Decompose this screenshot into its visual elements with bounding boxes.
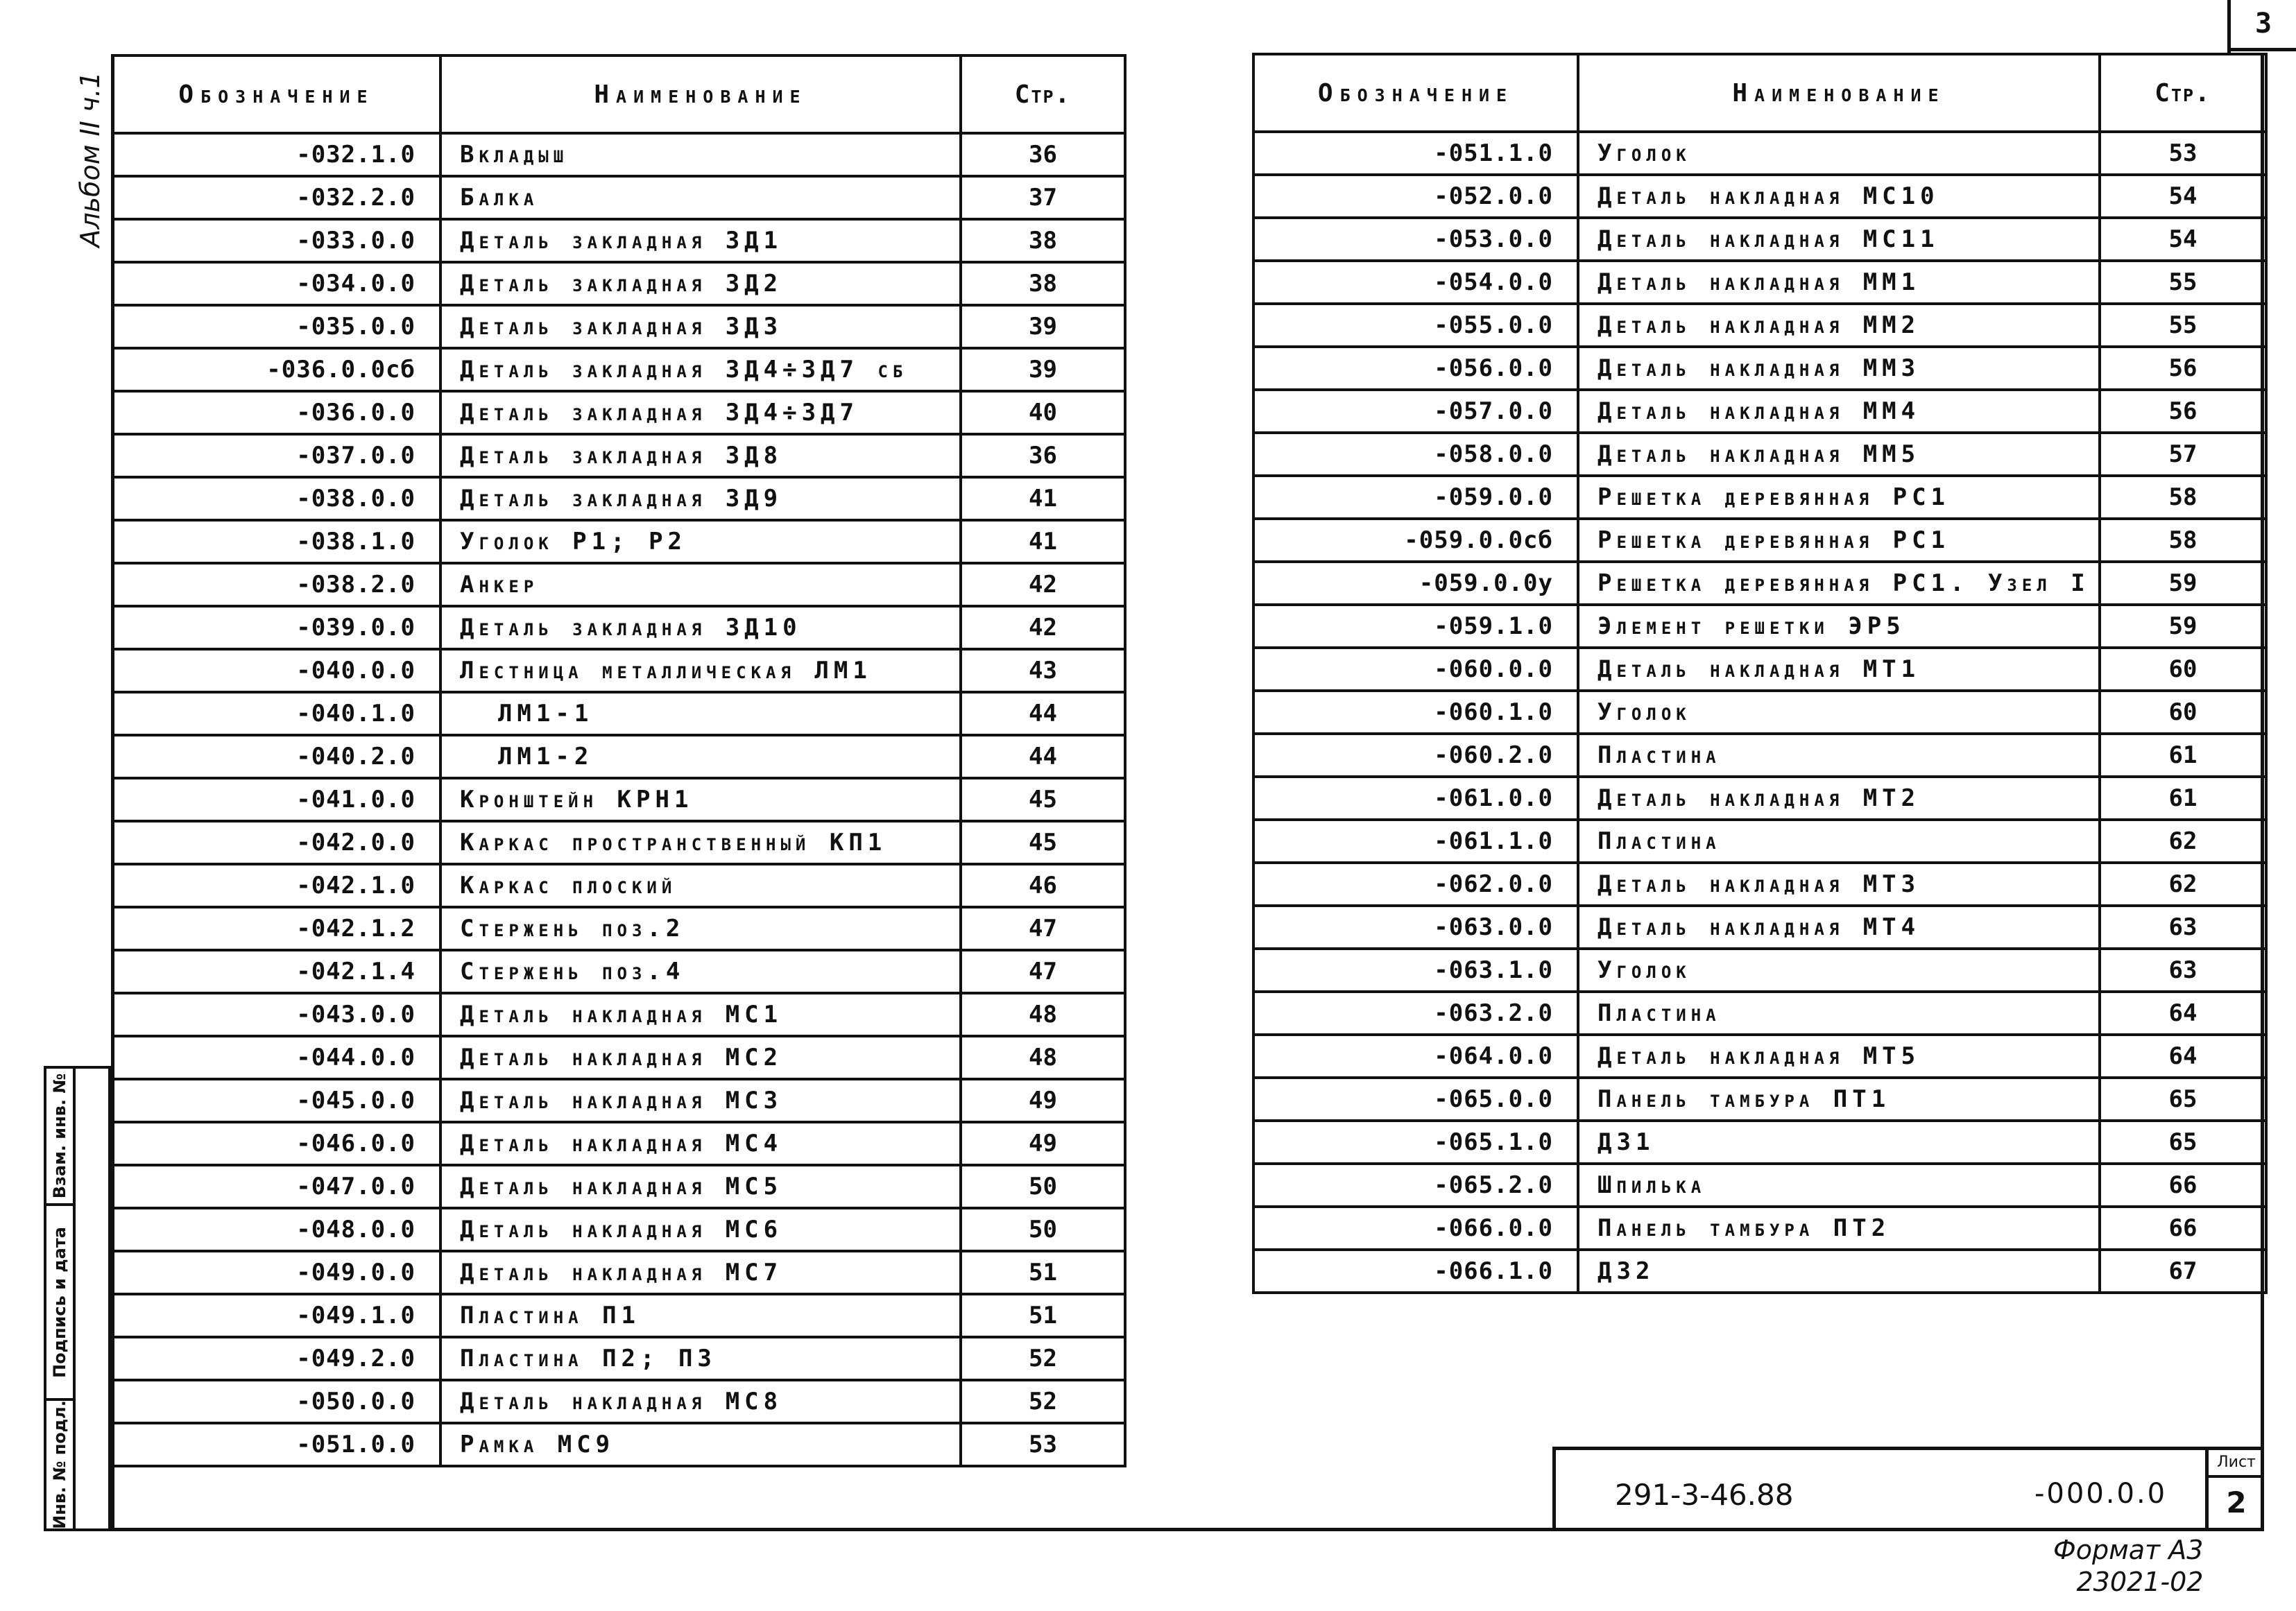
table-row — [112, 133, 1125, 176]
row-code: -035.0.0 — [112, 305, 440, 348]
row-code: -037.0.0 — [112, 434, 440, 477]
row-code: -039.0.0 — [112, 606, 440, 649]
row-name: Деталь накладная МС2 — [440, 1036, 961, 1079]
table-row — [1253, 605, 2266, 648]
row-code: -064.0.0 — [1253, 1035, 1578, 1078]
table-row — [1253, 1035, 2266, 1078]
header-name: Наименование — [440, 55, 961, 133]
row-page: 38 — [961, 262, 1125, 305]
table-row — [112, 1251, 1125, 1294]
row-name: Деталь накладная МС8 — [440, 1380, 961, 1423]
row-code: -059.1.0 — [1253, 605, 1578, 648]
row-name: Решетка деревянная РС1. Узел I — [1578, 562, 2100, 605]
table-row — [112, 692, 1125, 735]
row-name: Деталь накладная МС6 — [440, 1208, 961, 1251]
row-page: 42 — [961, 606, 1125, 649]
row-name: Решетка деревянная РС1 — [1578, 476, 2100, 519]
row-page: 49 — [961, 1079, 1125, 1122]
row-name: Деталь накладная МС1 — [440, 993, 961, 1036]
row-page: 58 — [2100, 476, 2266, 519]
table-row — [1253, 218, 2266, 261]
row-code: -049.2.0 — [112, 1337, 440, 1380]
table-row — [112, 391, 1125, 434]
row-code: -065.0.0 — [1253, 1078, 1578, 1121]
table-row — [112, 778, 1125, 821]
stamp-signature-date-label: Подпись и дата — [50, 1226, 69, 1378]
row-page: 58 — [2100, 519, 2266, 562]
row-name: Деталь закладная ЗД10 — [440, 606, 961, 649]
row-page: 38 — [961, 219, 1125, 262]
row-page: 40 — [961, 391, 1125, 434]
stamp-inv-orig-label: Инв. № подл. — [50, 1400, 69, 1529]
row-code: -059.0.0сб — [1253, 519, 1578, 562]
row-code: -065.2.0 — [1253, 1164, 1578, 1207]
row-page: 43 — [961, 649, 1125, 692]
row-name: Деталь накладная МС10 — [1578, 175, 2100, 218]
row-page: 62 — [2100, 820, 2266, 863]
row-code: -044.0.0 — [112, 1036, 440, 1079]
table-row — [112, 434, 1125, 477]
row-code: -065.1.0 — [1253, 1121, 1578, 1164]
row-code: -059.0.0у — [1253, 562, 1578, 605]
row-name: Каркас пространственный КП1 — [440, 821, 961, 864]
table-row — [112, 1380, 1125, 1423]
row-code: -053.0.0 — [1253, 218, 1578, 261]
row-page: 39 — [961, 348, 1125, 391]
header-name: Наименование — [1578, 54, 2100, 132]
table-row — [112, 305, 1125, 348]
header-code: Обозначение — [1253, 54, 1578, 132]
row-code: -047.0.0 — [112, 1165, 440, 1208]
row-name: Уголок — [1578, 949, 2100, 992]
row-name: Шпилька — [1578, 1164, 2100, 1207]
row-page: 65 — [2100, 1078, 2266, 1121]
format-label: Формат А3 — [2053, 1535, 2204, 1565]
row-name: Решетка деревянная РС1 — [1578, 519, 2100, 562]
row-name: Деталь закладная ЗД9 — [440, 477, 961, 520]
row-page: 66 — [2100, 1164, 2266, 1207]
table-row — [112, 821, 1125, 864]
row-page: 51 — [961, 1251, 1125, 1294]
row-page: 52 — [961, 1337, 1125, 1380]
row-page: 41 — [961, 520, 1125, 563]
table-row — [112, 563, 1125, 606]
row-name: Панель тамбура ПТ1 — [1578, 1078, 2100, 1121]
row-name: Деталь накладная ММ3 — [1578, 347, 2100, 390]
row-code: -066.0.0 — [1253, 1207, 1578, 1250]
table-row — [1253, 648, 2266, 691]
row-page: 44 — [961, 692, 1125, 735]
row-name: Деталь закладная ЗД1 — [440, 219, 961, 262]
table-row — [1253, 476, 2266, 519]
header-page: Стр. — [2100, 54, 2266, 132]
row-name: Деталь закладная ЗД4÷ЗД7 — [440, 391, 961, 434]
table-header — [112, 55, 1125, 133]
table-row — [112, 735, 1125, 778]
row-name: Пластина — [1578, 820, 2100, 863]
row-page: 41 — [961, 477, 1125, 520]
row-page: 63 — [2100, 906, 2266, 949]
row-page: 53 — [961, 1423, 1125, 1466]
row-page: 61 — [2100, 777, 2266, 820]
header-page: Стр. — [961, 55, 1125, 133]
row-name: Анкер — [440, 563, 961, 606]
row-page: 54 — [2100, 218, 2266, 261]
document-code: 291-3-46.88 — [1615, 1478, 1794, 1512]
table-row — [1253, 390, 2266, 433]
table-row — [112, 1294, 1125, 1337]
row-code: -049.0.0 — [112, 1251, 440, 1294]
table-row — [112, 520, 1125, 563]
row-code: -063.2.0 — [1253, 992, 1578, 1035]
row-name: Каркас плоский — [440, 864, 961, 907]
album-label-text: Альбом II ч.1 — [75, 71, 105, 248]
row-name: Элемент решетки ЭР5 — [1578, 605, 2100, 648]
row-page: 42 — [961, 563, 1125, 606]
row-page: 55 — [2100, 304, 2266, 347]
row-code: -061.1.0 — [1253, 820, 1578, 863]
table-row — [112, 477, 1125, 520]
row-code: -049.1.0 — [112, 1294, 440, 1337]
sheet-label: Лист — [2209, 1450, 2264, 1478]
row-page: 65 — [2100, 1121, 2266, 1164]
table-row — [112, 176, 1125, 219]
row-code: -060.0.0 — [1253, 648, 1578, 691]
row-name: Деталь накладная ММ4 — [1578, 390, 2100, 433]
row-page: 56 — [2100, 390, 2266, 433]
row-code: -050.0.0 — [112, 1380, 440, 1423]
row-page: 60 — [2100, 691, 2266, 734]
table-row — [1253, 347, 2266, 390]
table-header — [1253, 54, 2266, 132]
table-row — [112, 219, 1125, 262]
row-code: -033.0.0 — [112, 219, 440, 262]
stamp-replace-inv — [46, 1069, 76, 1206]
row-code: -043.0.0 — [112, 993, 440, 1036]
row-code: -058.0.0 — [1253, 433, 1578, 476]
row-name: Деталь накладная МТ3 — [1578, 863, 2100, 906]
row-code: -036.0.0сб — [112, 348, 440, 391]
row-page: 44 — [961, 735, 1125, 778]
archive-number: 23021-02 — [2076, 1567, 2204, 1597]
table-row — [1253, 1207, 2266, 1250]
row-page: 48 — [961, 993, 1125, 1036]
row-code: -057.0.0 — [1253, 390, 1578, 433]
row-code: -051.0.0 — [112, 1423, 440, 1466]
row-page: 45 — [961, 821, 1125, 864]
row-name: Пластина — [1578, 734, 2100, 777]
row-code: -062.0.0 — [1253, 863, 1578, 906]
row-name: ДЗ1 — [1578, 1121, 2100, 1164]
row-code: -045.0.0 — [112, 1079, 440, 1122]
left-spec-table — [111, 54, 1126, 1467]
row-name: Деталь закладная ЗД8 — [440, 434, 961, 477]
row-page: 45 — [961, 778, 1125, 821]
table-row — [1253, 863, 2266, 906]
row-name: ДЗ2 — [1578, 1250, 2100, 1293]
row-name: Стержень поз.4 — [440, 950, 961, 993]
row-code: -041.0.0 — [112, 778, 440, 821]
table-row — [1253, 433, 2266, 476]
row-page: 64 — [2100, 1035, 2266, 1078]
table-row — [112, 1165, 1125, 1208]
row-page: 55 — [2100, 261, 2266, 304]
table-row — [112, 907, 1125, 950]
sheet-box — [2205, 1450, 2264, 1531]
table-row — [1253, 1078, 2266, 1121]
row-code: -054.0.0 — [1253, 261, 1578, 304]
table-row — [1253, 820, 2266, 863]
table-row — [112, 1122, 1125, 1165]
row-page: 51 — [961, 1294, 1125, 1337]
row-code: -055.0.0 — [1253, 304, 1578, 347]
row-name: Уголок — [1578, 691, 2100, 734]
table-row — [112, 348, 1125, 391]
table-row — [1253, 992, 2266, 1035]
row-code: -063.0.0 — [1253, 906, 1578, 949]
right-spec-table — [1252, 53, 2268, 1294]
document-sub-code: -000.0.0 — [2034, 1478, 2168, 1510]
row-name: Вкладыш — [440, 133, 961, 176]
row-page: 50 — [961, 1208, 1125, 1251]
row-page: 52 — [961, 1380, 1125, 1423]
row-code: -034.0.0 — [112, 262, 440, 305]
row-page: 53 — [2100, 132, 2266, 175]
header-code: Обозначение — [112, 55, 440, 133]
row-code: -052.0.0 — [1253, 175, 1578, 218]
row-page: 64 — [2100, 992, 2266, 1035]
row-name: Деталь закладная ЗД4÷ЗД7 сб — [440, 348, 961, 391]
format-note — [2053, 1534, 2203, 1598]
row-code: -051.1.0 — [1253, 132, 1578, 175]
table-row — [112, 649, 1125, 692]
table-row — [112, 993, 1125, 1036]
table-row — [1253, 1164, 2266, 1207]
row-page: 49 — [961, 1122, 1125, 1165]
row-name: Деталь накладная ММ5 — [1578, 433, 2100, 476]
table-row — [1253, 777, 2266, 820]
row-code: -046.0.0 — [112, 1122, 440, 1165]
row-name: Деталь закладная ЗД3 — [440, 305, 961, 348]
side-stamp — [44, 1066, 111, 1531]
row-page: 46 — [961, 864, 1125, 907]
row-name: Пластина П2; П3 — [440, 1337, 961, 1380]
row-code: -066.1.0 — [1253, 1250, 1578, 1293]
table-row — [1253, 1250, 2266, 1293]
row-name: Деталь накладная ММ1 — [1578, 261, 2100, 304]
row-page: 59 — [2100, 562, 2266, 605]
row-page: 39 — [961, 305, 1125, 348]
row-page: 66 — [2100, 1207, 2266, 1250]
row-page: 60 — [2100, 648, 2266, 691]
row-name: Деталь накладная МС3 — [440, 1079, 961, 1122]
row-page: 62 — [2100, 863, 2266, 906]
stamp-replace-inv-label: Взам. инв. № — [50, 1073, 69, 1199]
row-name: Рамка МС9 — [440, 1423, 961, 1466]
stamp-inv-orig — [46, 1401, 76, 1528]
row-page: 57 — [2100, 433, 2266, 476]
row-code: -032.1.0 — [112, 133, 440, 176]
row-code: -061.0.0 — [1253, 777, 1578, 820]
row-name: Деталь накладная МС5 — [440, 1165, 961, 1208]
row-name: Пластина — [1578, 992, 2100, 1035]
row-page: 67 — [2100, 1250, 2266, 1293]
row-code: -060.1.0 — [1253, 691, 1578, 734]
table-row — [112, 1208, 1125, 1251]
row-page: 54 — [2100, 175, 2266, 218]
row-code: -038.1.0 — [112, 520, 440, 563]
table-row — [112, 864, 1125, 907]
row-code: -032.2.0 — [112, 176, 440, 219]
table-row — [112, 1423, 1125, 1466]
sheet-number: 2 — [2226, 1485, 2247, 1519]
row-name: Уголок Р1; Р2 — [440, 520, 961, 563]
table-row — [1253, 175, 2266, 218]
stamp-signature-date — [46, 1206, 76, 1401]
table-row — [1253, 304, 2266, 347]
title-block — [1552, 1447, 2264, 1531]
row-page: 37 — [961, 176, 1125, 219]
table-row — [1253, 949, 2266, 992]
row-name: Балка — [440, 176, 961, 219]
row-name: Деталь накладная МС7 — [440, 1251, 961, 1294]
row-page: 36 — [961, 133, 1125, 176]
row-code: -060.2.0 — [1253, 734, 1578, 777]
row-code: -040.1.0 — [112, 692, 440, 735]
row-code: -042.0.0 — [112, 821, 440, 864]
row-code: -036.0.0 — [112, 391, 440, 434]
row-code: -042.1.0 — [112, 864, 440, 907]
row-page: 50 — [961, 1165, 1125, 1208]
row-name: Деталь накладная ММ2 — [1578, 304, 2100, 347]
row-page: 47 — [961, 907, 1125, 950]
row-name: Деталь накладная МС11 — [1578, 218, 2100, 261]
row-name: ЛМ1-1 — [440, 692, 961, 735]
row-name: Деталь накладная МТ1 — [1578, 648, 2100, 691]
row-page: 48 — [961, 1036, 1125, 1079]
row-code: -059.0.0 — [1253, 476, 1578, 519]
table-row — [112, 1079, 1125, 1122]
row-code: -056.0.0 — [1253, 347, 1578, 390]
row-code: -042.1.4 — [112, 950, 440, 993]
row-name: Деталь накладная МС4 — [440, 1122, 961, 1165]
row-name: Деталь накладная МТ5 — [1578, 1035, 2100, 1078]
row-page: 36 — [961, 434, 1125, 477]
table-row — [1253, 132, 2266, 175]
table-row — [1253, 261, 2266, 304]
row-page: 59 — [2100, 605, 2266, 648]
row-code: -042.1.2 — [112, 907, 440, 950]
row-name: Пластина П1 — [440, 1294, 961, 1337]
row-page: 61 — [2100, 734, 2266, 777]
row-name: Стержень поз.2 — [440, 907, 961, 950]
row-name: Лестница металлическая ЛМ1 — [440, 649, 961, 692]
row-code: -040.0.0 — [112, 649, 440, 692]
table-row — [1253, 1121, 2266, 1164]
row-name: Панель тамбура ПТ2 — [1578, 1207, 2100, 1250]
row-name: Деталь накладная МТ2 — [1578, 777, 2100, 820]
row-name: Уголок — [1578, 132, 2100, 175]
table-row — [112, 1337, 1125, 1380]
row-code: -063.1.0 — [1253, 949, 1578, 992]
row-page: 56 — [2100, 347, 2266, 390]
table-row — [1253, 562, 2266, 605]
row-name: Деталь накладная МТ4 — [1578, 906, 2100, 949]
table-row — [112, 262, 1125, 305]
table-row — [112, 950, 1125, 993]
row-code: -040.2.0 — [112, 735, 440, 778]
row-code: -038.0.0 — [112, 477, 440, 520]
row-code: -038.2.0 — [112, 563, 440, 606]
album-label — [69, 55, 111, 264]
row-name: Кронштейн КРН1 — [440, 778, 961, 821]
corner-sheet-box: 3 — [2227, 0, 2296, 51]
row-name: ЛМ1-2 — [440, 735, 961, 778]
row-name: Деталь закладная ЗД2 — [440, 262, 961, 305]
row-code: -048.0.0 — [112, 1208, 440, 1251]
table-row — [112, 606, 1125, 649]
table-row — [1253, 906, 2266, 949]
table-row — [1253, 691, 2266, 734]
table-row — [1253, 734, 2266, 777]
row-page: 47 — [961, 950, 1125, 993]
table-row — [112, 1036, 1125, 1079]
row-page: 63 — [2100, 949, 2266, 992]
table-row — [1253, 519, 2266, 562]
